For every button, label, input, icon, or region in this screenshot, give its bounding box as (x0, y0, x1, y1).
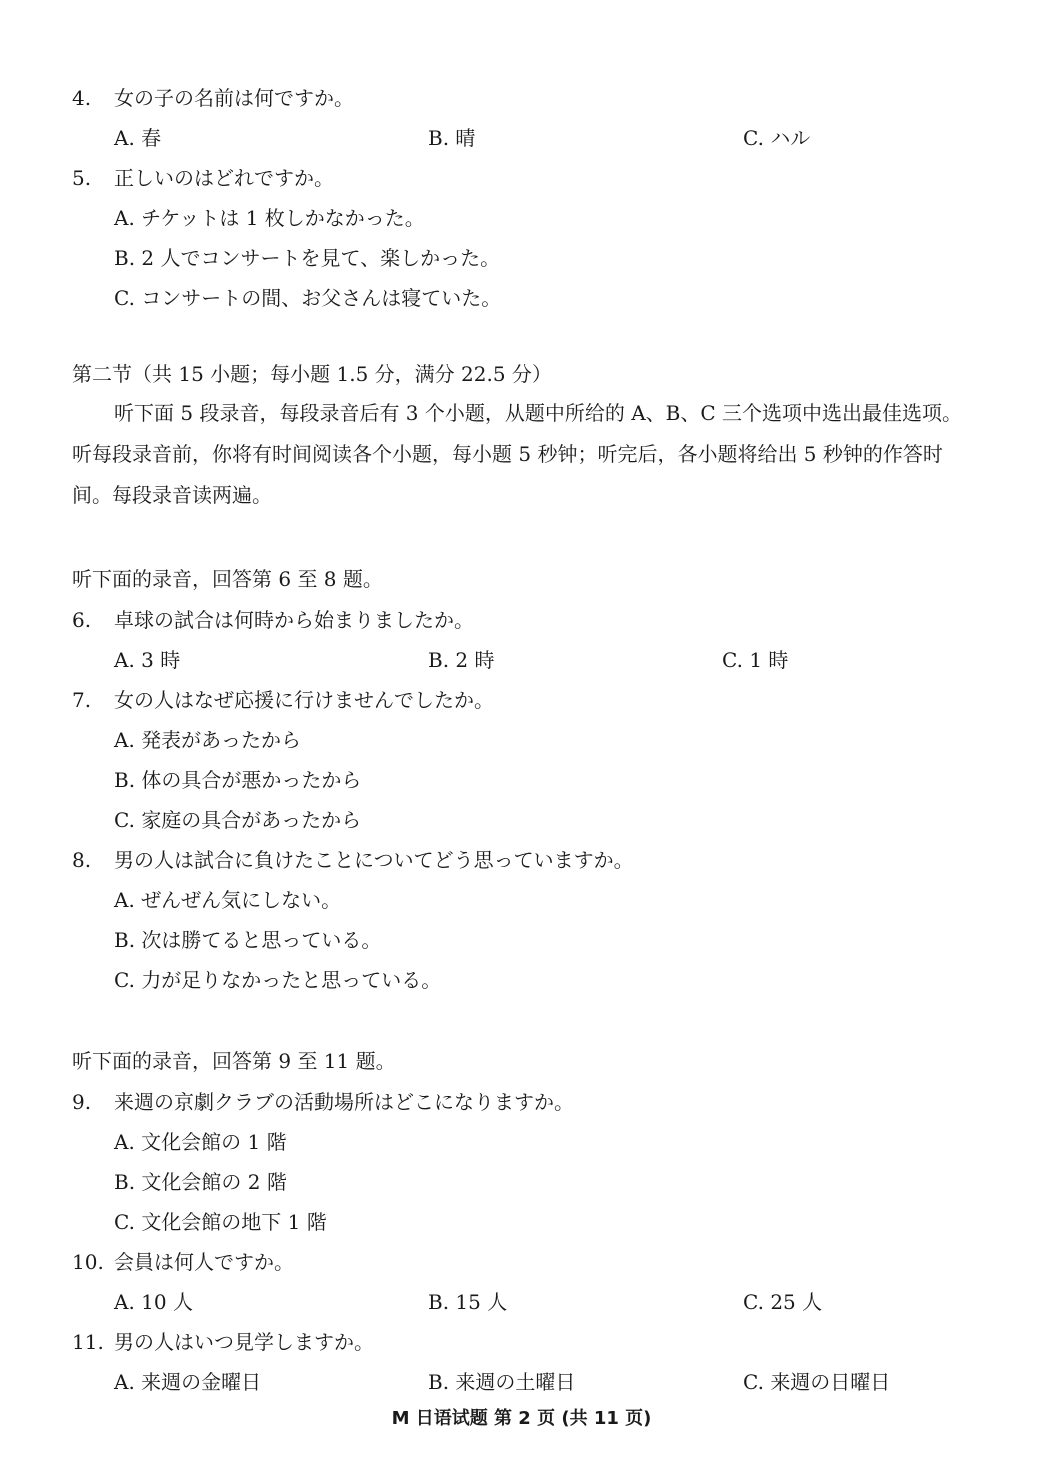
option-b[interactable] (114, 1170, 287, 1194)
option-c[interactable] (743, 1370, 890, 1394)
section-instructions: 听下面 5 段录音，每段录音后有 3 个小题，从题中所给的 A、B、C 三个选项中选出最佳选项。听每段录音前，你将有时间阅读各个小题，每小题 5 秒钟；听完后，各小题将给出 5 秒钟的作答时间。每段录音读两遍。 (72, 401, 963, 507)
option-text: 15 人 (455, 1290, 508, 1314)
option-label: B. (114, 928, 136, 952)
option-text: 晴 (455, 126, 476, 150)
section-heading: 第二节（共 15 小题；每小题 1.5 分，满分 22.5 分） (72, 362, 552, 386)
option-text: ぜんぜん気にしない。 (141, 888, 342, 912)
option-b[interactable] (114, 246, 500, 270)
page-footer: M 日语试题 第 2 页 (共 11 页) (391, 1408, 652, 1429)
option-label: C. (114, 286, 135, 310)
question-text: 女の子の名前は何ですか。 (114, 86, 354, 110)
option-text: ハル (770, 126, 811, 150)
option-b[interactable] (114, 928, 381, 952)
option-c[interactable] (722, 648, 788, 672)
option-a[interactable] (114, 728, 301, 752)
option-text: 10 人 (141, 1290, 193, 1314)
option-label: C. (743, 126, 764, 150)
option-c[interactable] (114, 968, 441, 992)
option-text: 春 (141, 126, 162, 150)
option-b[interactable] (428, 1370, 575, 1394)
option-b[interactable] (428, 648, 495, 672)
option-text: 文化会館の 2 階 (141, 1170, 287, 1194)
option-label: B. (114, 768, 136, 792)
option-b[interactable] (428, 126, 475, 150)
option-c[interactable] (114, 808, 361, 832)
option-text: 3 時 (141, 648, 181, 672)
option-a[interactable] (114, 206, 425, 230)
option-label: C. (743, 1290, 764, 1314)
option-text: 2 人でコンサートを見て、楽しかった。 (141, 246, 501, 270)
option-label: C. (114, 808, 135, 832)
option-label: A. (114, 728, 135, 752)
question-number: 9. (72, 1090, 92, 1114)
question-text: 卓球の試合は何時から始まりましたか。 (114, 608, 474, 632)
option-label: C. (114, 1210, 135, 1234)
question-text: 会員は何人ですか。 (114, 1250, 294, 1274)
option-a[interactable] (114, 648, 180, 672)
option-label: A. (114, 1290, 135, 1314)
option-label: B. (114, 1170, 136, 1194)
option-text: 文化会館の 1 階 (141, 1130, 287, 1154)
question-text: 正しいのはどれですか。 (114, 166, 334, 190)
option-label: B. (428, 648, 450, 672)
option-a[interactable] (114, 126, 161, 150)
option-label: B. (428, 1370, 450, 1394)
question-number: 8. (72, 848, 92, 872)
option-c[interactable] (114, 286, 501, 310)
question-text: 来週の京劇クラブの活動場所はどこになりますか。 (114, 1090, 574, 1114)
question-number: 4. (72, 86, 92, 110)
option-text: 文化会館の地下 1 階 (141, 1210, 327, 1234)
question-number: 11. (72, 1330, 104, 1354)
option-text: 来週の日曜日 (770, 1370, 891, 1394)
option-label: C. (743, 1370, 764, 1394)
option-b[interactable] (428, 1290, 507, 1314)
option-text: 力が足りなかったと思っている。 (141, 968, 442, 992)
group-intro: 听下面的录音，回答第 9 至 11 题。 (72, 1049, 396, 1073)
option-label: A. (114, 1370, 135, 1394)
question-text: 女の人はなぜ応援に行けませんでしたか。 (114, 688, 494, 712)
option-b[interactable] (114, 768, 361, 792)
option-text: 発表があったから (141, 728, 301, 752)
option-text: 来週の土曜日 (455, 1370, 576, 1394)
option-text: 2 時 (455, 648, 495, 672)
option-label: A. (114, 126, 135, 150)
option-text: 25 人 (770, 1290, 823, 1314)
option-text: コンサートの間、お父さんは寝ていた。 (141, 286, 502, 310)
option-text: チケットは 1 枚しかなかった。 (141, 206, 425, 230)
question-text: 男の人は試合に負けたことについてどう思っていますか。 (114, 848, 634, 872)
group-intro: 听下面的录音，回答第 6 至 8 题。 (72, 567, 383, 591)
option-label: B. (428, 126, 450, 150)
question-number: 7. (72, 688, 92, 712)
option-label: A. (114, 206, 135, 230)
question-number: 10. (72, 1250, 104, 1274)
option-label: B. (114, 246, 136, 270)
option-label: B. (428, 1290, 450, 1314)
question-text: 男の人はいつ見学しますか。 (114, 1330, 374, 1354)
option-text: 家庭の具合があったから (141, 808, 362, 832)
option-label: A. (114, 888, 135, 912)
question-number: 6. (72, 608, 92, 632)
option-label: A. (114, 648, 135, 672)
option-label: A. (114, 1130, 135, 1154)
option-c[interactable] (743, 126, 810, 150)
option-label: C. (722, 648, 743, 672)
option-a[interactable] (114, 888, 341, 912)
option-text: 次は勝てると思っている。 (141, 928, 382, 952)
option-c[interactable] (743, 1290, 822, 1314)
option-a[interactable] (114, 1370, 261, 1394)
option-text: 来週の金曜日 (141, 1370, 262, 1394)
option-c[interactable] (114, 1210, 327, 1234)
option-label: C. (114, 968, 135, 992)
option-a[interactable] (114, 1130, 287, 1154)
question-number: 5. (72, 166, 92, 190)
option-a[interactable] (114, 1290, 193, 1314)
option-text: 体の具合が悪かったから (141, 768, 362, 792)
option-text: 1 時 (749, 648, 789, 672)
